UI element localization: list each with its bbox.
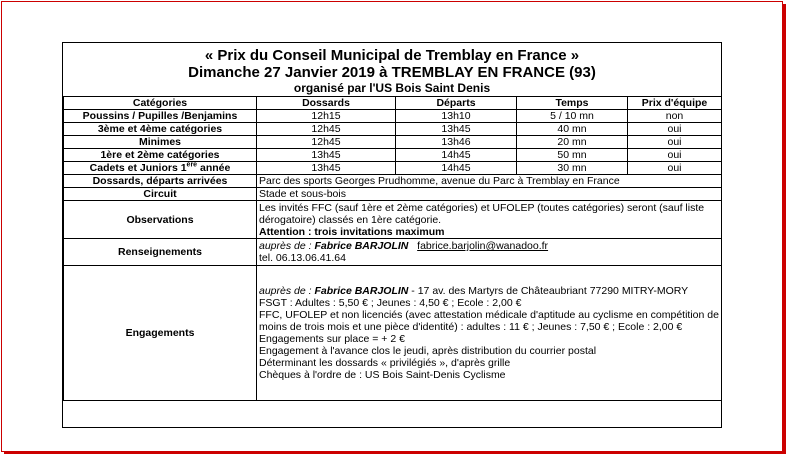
- category-cell: 1ère et 2ème catégories: [64, 149, 257, 162]
- eng-aupres: auprès de :: [259, 285, 315, 297]
- circuit-label: Circuit: [64, 188, 257, 201]
- dossards-cell: 12h45: [257, 136, 396, 149]
- prix-cell: oui: [628, 149, 722, 162]
- eng-line-ffc: FFC, UFOLEP et non licenciés (avec attestation médicale d'aptitude au cyclisme en compétition de moins de trois mois et une pièce d'identité) : adultes : 11 € ; Jeunes : 7,50 € ; Ecole : 2,00 €: [259, 309, 719, 333]
- prix-cell: oui: [628, 123, 722, 136]
- category-cell: Minimes: [64, 136, 257, 149]
- race-info-document: [62, 42, 722, 428]
- rens-phone: tel. 06.13.06.41.64: [259, 252, 346, 264]
- eng-line-dossards: Déterminant les dossards « privilégiés », d'après grille: [259, 357, 511, 369]
- departs-cell: 13h10: [396, 110, 517, 123]
- observations-row: [64, 201, 722, 239]
- observations-text: Les invités FFC (sauf 1ère et 2ème catégories) et UFOLEP (toutes catégories) seront (sauf liste dérogatoire) classés en 1ère catégorie.: [259, 201, 705, 226]
- engagements-row: [64, 266, 722, 401]
- temps-cell: 50 mn: [517, 149, 628, 162]
- renseignements-label: Renseignements: [64, 239, 257, 266]
- rens-name: Fabrice BARJOLIN: [314, 240, 409, 252]
- table-row: [64, 110, 722, 123]
- circuit-value: Stade et sous-bois: [257, 188, 722, 201]
- renseignements-value: [257, 239, 722, 266]
- title-line-2: Dimanche 27 Janvier 2019 à TREMBLAY EN FRANCE (93): [188, 64, 596, 81]
- departs-cell: 14h45: [396, 162, 517, 175]
- category-cell: [64, 162, 257, 175]
- observations-label: Observations: [64, 201, 257, 239]
- rens-email-link[interactable]: fabrice.barjolin@wanadoo.fr: [417, 240, 549, 252]
- category-cell: 3ème et 4ème catégories: [64, 123, 257, 136]
- departs-cell: 14h45: [396, 149, 517, 162]
- prix-cell: oui: [628, 162, 722, 175]
- eng-contact: [259, 285, 719, 297]
- renseignements-contact: [259, 240, 719, 252]
- col-header-categories: Catégories: [64, 97, 257, 110]
- col-header-dossards: Dossards: [257, 97, 396, 110]
- dossards-cell: 12h15: [257, 110, 396, 123]
- dossards-location-row: [64, 175, 722, 188]
- title-line-3: organisé par l'US Bois Saint Denis: [293, 81, 491, 95]
- eng-line-cheques: Chèques à l'ordre de : US Bois Saint-Denis Cyclisme: [259, 369, 506, 381]
- col-header-prix: Prix d'équipe: [628, 97, 722, 110]
- eng-line-sur-place: Engagements sur place = + 2 €: [259, 333, 405, 345]
- race-table: [63, 96, 722, 401]
- dossards-cell: 12h45: [257, 123, 396, 136]
- eng-name: Fabrice BARJOLIN: [314, 285, 409, 297]
- title-line-1: « Prix du Conseil Municipal de Tremblay en France »: [204, 47, 580, 64]
- engagements-label: Engagements: [64, 266, 257, 401]
- category-text-suffix: année: [197, 162, 231, 174]
- temps-cell: 40 mn: [517, 123, 628, 136]
- eng-line-fsgt: FSGT : Adultes : 5,50 € ; Jeunes : 4,50 € ; Ecole : 2,00 €: [259, 297, 522, 309]
- dossards-cell: 13h45: [257, 149, 396, 162]
- departs-cell: 13h45: [396, 123, 517, 136]
- table-header-row: [64, 97, 722, 110]
- category-superscript: ère: [186, 161, 198, 169]
- dossards-location-label: Dossards, départs arrivées: [64, 175, 257, 188]
- col-header-temps: Temps: [517, 97, 628, 110]
- eng-line-avance: Engagement à l'avance clos le jeudi, après distribution du courrier postal: [259, 345, 597, 357]
- dossards-location-value: Parc des sports Georges Prudhomme, avenue du Parc à Tremblay en France: [257, 175, 722, 188]
- table-row: [64, 123, 722, 136]
- table-row: [64, 149, 722, 162]
- col-header-departs: Départs: [396, 97, 517, 110]
- table-row: [64, 162, 722, 175]
- eng-address: - 17 av. des Martyrs de Châteaubriant 77290 MITRY-MORY: [408, 285, 689, 297]
- observations-warning: Attention : trois invitations maximum: [259, 225, 445, 238]
- observations-value: [257, 201, 722, 239]
- prix-cell: non: [628, 110, 722, 123]
- rens-aupres: auprès de :: [259, 240, 315, 252]
- temps-cell: 20 mn: [517, 136, 628, 149]
- temps-cell: 5 / 10 mn: [517, 110, 628, 123]
- table-row: [64, 136, 722, 149]
- category-cell: Poussins / Pupilles /Benjamins: [64, 110, 257, 123]
- category-text: Cadets et Juniors 1: [89, 162, 187, 174]
- dossards-cell: 13h45: [257, 162, 396, 175]
- circuit-row: [64, 188, 722, 201]
- temps-cell: 30 mn: [517, 162, 628, 175]
- departs-cell: 13h46: [396, 136, 517, 149]
- engagements-value: [257, 266, 722, 401]
- renseignements-row: [64, 239, 722, 266]
- document-header: [63, 43, 721, 95]
- prix-cell: oui: [628, 136, 722, 149]
